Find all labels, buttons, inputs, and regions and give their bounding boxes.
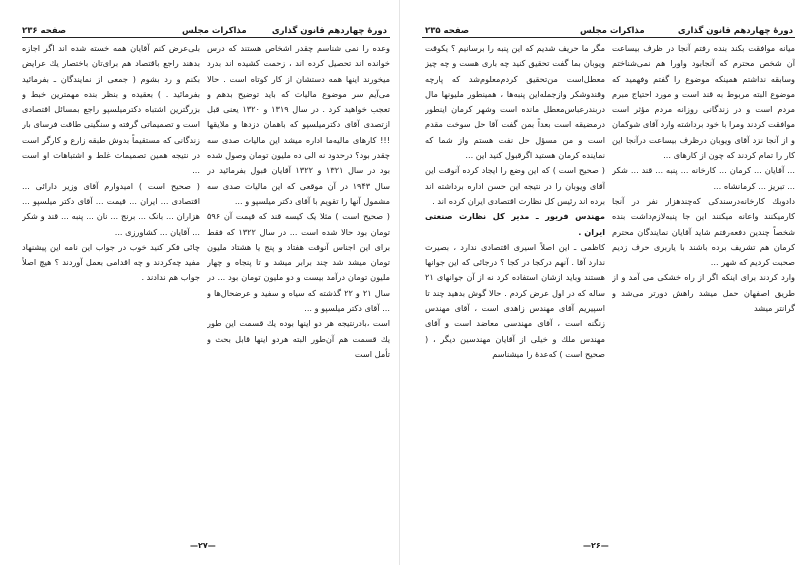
header-rule	[22, 37, 390, 38]
page-folio: —۲۷—	[190, 541, 216, 550]
header-rule	[422, 37, 795, 38]
paragraph: کاظمی ـ این اصلاً اسیری اقتصادی ندارد ، بصیرت ندارد آقا . آنهم درکجا در کجا ؟ درجائی که این جوانها هستند وباید ازشان استفاده کرد نه از آن جوانهای ۲۱ ساله که در اول عرض کردم . حالا گوش بدهید چند تا اسپیریم آقای مهندس زاهدی است ، آقای مهندس زنگنه است ، آقای مهندسی معاضد است و آقای مهندس ملك و خیلی از آقایان مهندسین دیگر ، ( صحیح است ) که‌عدهٔ را میشناسم	[425, 241, 605, 359]
right-page	[400, 0, 800, 565]
paragraph: ( صحیح است ) که این وضع را ایجاد کرده آنوقت این آقای ویوبان را در نتیجه این حسن اداره برداشته اند برده اند رئیس کل نظارت اقتصادی ایران کرده اند .	[425, 165, 605, 206]
session-title: دورهٔ چهاردهم قانون گذاری	[271, 26, 387, 36]
paragraph: میانه موافقت بکند بنده رفتم آنجا در ظرف بیساعت آن شخص محترم که آنجابود واورا هم نمی‌شناختم وسابقه نداشتم همینکه موضوع را گفتم وفهمید که موضوع البته مربوط به قند است و مورد احتیاج مبرم مردم است و در زندگانی روزانه مردم مؤثر است موافقت کردند ومرا با خود برداشته وارد آقای شوکمان و از آنجا نزد آقای ویوبان درظرف بیساعت درآنجا این کار را تمام کردند که چون از کارهای ...	[612, 43, 795, 161]
paragraph: ( صحیح است ) امیدوارم آقای وزیر دارائی ... اقتصادی ... ایران ... قیمت ... آقای دکتر میلسپو ... هزاران ... بانک ... برنج ... نان ... پنبه ... قند و شکر ... آقایان ... کشاورزی ...	[22, 180, 200, 237]
page-number: صفحه ۲۳۵	[425, 26, 470, 36]
speaker-line: مهندس فریور ـ مدیر کل نظارت صنعتی ایران .	[425, 211, 605, 237]
paragraph: دادوبك كارخانه‌درسندكى که‌چندهزار نفر در آنجا کارمیکنند واعانه میکنند این جا پنبه‌لازم‌داشت بنده شخصاً چندین دفعه‌رفتم شاید آقایان نمایندگان محترم کرمان هم تشریف برده باشند با یاربری حرف زدیم صحبت کردیم که شهر ...	[612, 195, 795, 268]
paragraph: ... آقایان ... کرمان ... کارخانه ... پنبه ... قند ... شکر ... تبریز ... کرمانشاه ...	[612, 165, 795, 191]
paragraph: ( صحیح است ) مثلا یک کیسه قند که قیمت آن ۵۹۶ تومان بود حالا شده است ... در سال ۱۳۲۲ که فقط برای این اجناس آنوقت هفتاد و پنج یا هشتاد ملیون تومان میشد شد چند برابر میشد و تا پنجاه و چهار ملیون تومان درآمد بیست و دو ملیون تومان بود ... در سال ۲۱ و ۲۲ گذشته که سیاه و سفید و عرضحال‌ها و ... آقای دکتر میلسپو و ...	[207, 211, 390, 314]
page-header	[22, 25, 387, 37]
paragraph: وارد کردند برای اینکه اگر از راه خشکی می آمد و از طریق اصفهان حمل میشد راهش دورتر می‌شد و گرانتر میشد	[612, 272, 795, 314]
session-title: دورهٔ چهاردهم قانون گذاری	[677, 26, 793, 36]
publication-title: مذاکرات مجلس	[580, 26, 645, 36]
page-number: صفحه ۲۳۶	[22, 26, 67, 36]
publication-title: مذاکرات مجلس	[182, 26, 247, 36]
text-column-right	[207, 41, 390, 491]
page-header	[425, 25, 793, 37]
paragraph: چائی فکر کنید خوب در جواب این نامه این پیشنهاد مفید چه‌کردند و چه اقدامی بعمل آوردند ؟ هیچ اصلاً جواب هم ندادند .	[22, 241, 200, 283]
paragraph: است ،بادرنتیجه هر دو اینها بوده یك قسمت این طور یك قسمت هم آن‌طور البته هردو اینها قابل بحث و تأمل است	[207, 318, 390, 359]
paragraph: بلی‌عرض کنم آقایان همه خسته شده اند اگر اجازه بدهند راجع باقتصاد هم برای‌تان باختصار یك عرایض بکنم و رد بشوم ( جمعی از نمایندگان ـ بفرمائید بفرمائید . ) بعقیده و بنظر بنده مهمترین خبط و بزرگترین اشتباه دکترمیلسپو راجع بمسائل اقتصادی است و تصمیماتی گرفته و سنگینی طاقت فرسای بار زندگانی که مستقیماً بدوش طبقه زارع و کارگر است در نتیجه همین تصمیمات غلط و اشتباهات او است ...	[22, 43, 200, 176]
page-folio: —۲۶—	[583, 541, 609, 550]
text-column-right	[612, 41, 795, 491]
paragraph: وعده را نمی شناسم چقدر اشخاص هستند که درس خوانده اند تحصیل کرده اند ، زحمت کشیده اند بدرد میخورند اینها همه دستشان از کار کوتاه است . حالا می‌آیم سر موضوع مالیات که باید توضیح بدهم و تعجب خواهید کرد . در سال ۱۳۱۹ و ۱۳۲۰ یعنی قبل ازتصدی آقای دکترمیلسپو که باهمان دزدها و ملایقها !!! کارهای مالیه‌ما اداره میشد این مالیات صدی سه چقدر بود؟ درحدود نه الی ده ملیون تومان وصول شده بود در سال ۱۳۲۱ و ۱۳۲۲ آقایان قبول بفرمائید در سال ۱۹۴۳ در آن موقعی که این مالیات صدی سه مشمول آنها را تقویم با آقای دکتر میلسپو و ...	[207, 43, 390, 206]
text-column-left	[22, 41, 200, 491]
paragraph: مگر ما حریف شدیم که این پنبه را برسانیم ؟ یکوقت ویوبان بما گفت تحقیق کنید چه باری هست و چه چیز معطل‌است من‌تحقیق کردم‌معلوم‌شد که پارچه وقندوشکر وازجمله‌این پنبه‌ها ، همینطور ملیونها مال دربندرعباس‌معطل مانده است وشهر کرمان اینطور درمضیقه است بعداً بمن گفت آقا حل سوخت مقدم است و من مسؤل حل نفت هستم واز شما که نماینده کرمان هستید اگرقبول کنید این ...	[425, 43, 605, 161]
text-column-left	[425, 41, 605, 491]
